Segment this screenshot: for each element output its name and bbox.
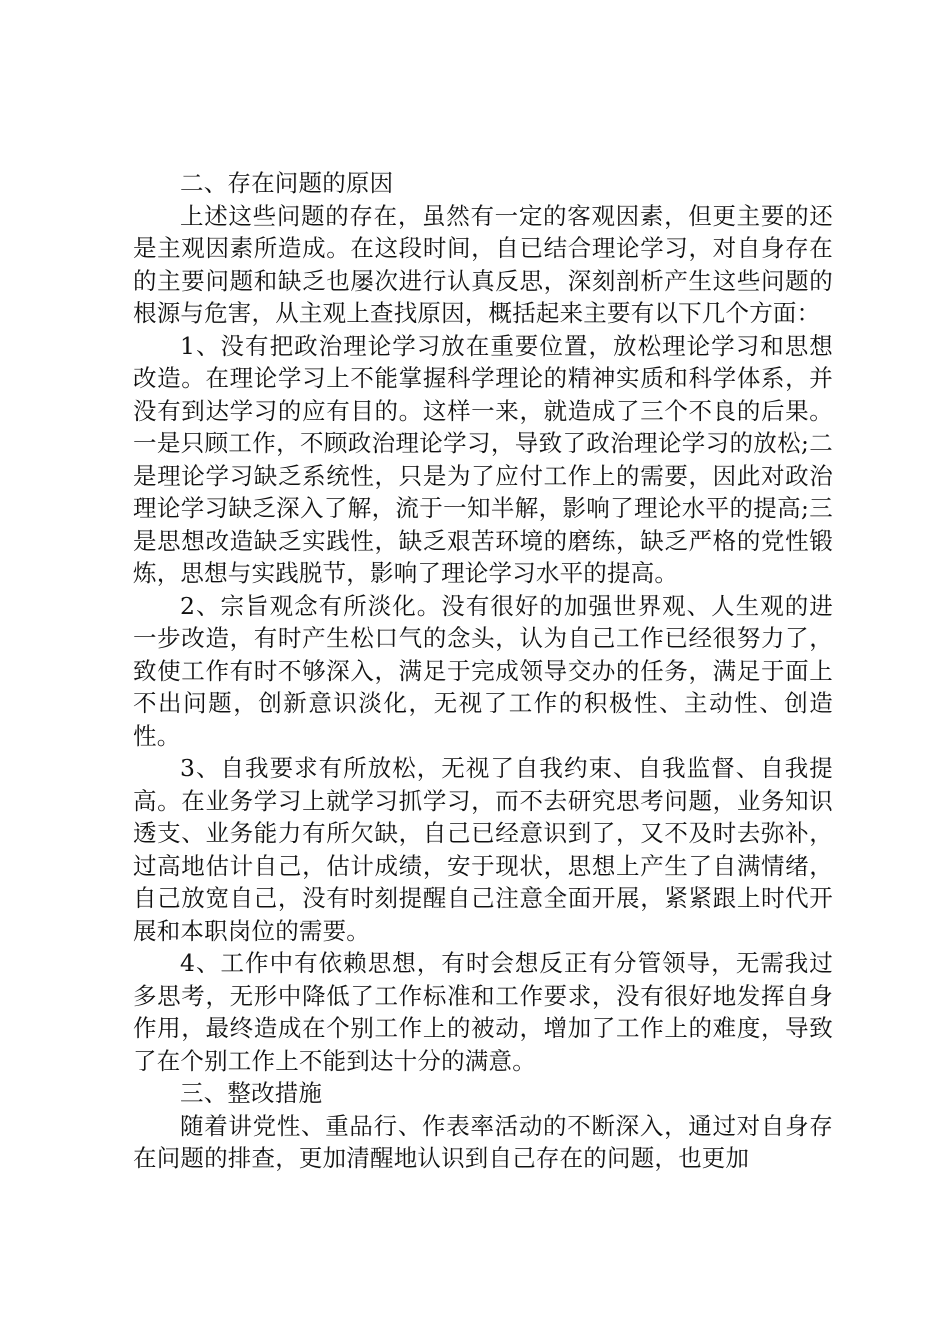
- closing-paragraph: 随着讲党性、重品行、作表率活动的不断深入，通过对自身存在问题的排查，更加清醒地认识到自己存在的问题，也更加: [133, 1111, 833, 1172]
- section-heading-causes: 二、存在问题的原因: [180, 169, 394, 197]
- section-heading-measures: 三、整改措施: [180, 1079, 323, 1107]
- intro-paragraph: 上述这些问题的存在，虽然有一定的客观因素，但更主要的还是主观因素所造成。在这段时间，自已结合理论学习，对自身存在的主要问题和缺乏也屡次进行认真反思，深刻剖析产生这些问题的根源与危害，从主观上查找原因，概括起来主要有以下几个方面：: [133, 201, 833, 327]
- reason-item-3: 3、自我要求有所放松，无视了自我约束、自我监督、自我提高。在业务学习上就学习抓学习，而不去研究思考问题，业务知识透支、业务能力有所欠缺，自己已经意识到了，又不及时去弥补，过高地估计自己，估计成绩，安于现状，思想上产生了自满情绪，自己放宽自己，没有时刻提醒自己注意全面开展，紧紧跟上时代开展和本职岗位的需要。: [133, 754, 833, 945]
- reason-item-4: 4、工作中有依赖思想，有时会想反正有分管领导，无需我过多思考，无形中降低了工作标准和工作要求，没有很好地发挥自身作用，最终造成在个别工作上的被动，增加了工作上的难度，导致了在个别工作上不能到达十分的满意。: [133, 949, 833, 1075]
- reason-item-2: 2、宗旨观念有所淡化。没有很好的加强世界观、人生观的进一步改造，有时产生松口气的念头，认为自己工作已经很努力了，致使工作有时不够深入，满足于完成领导交办的任务，满足于面上不出问题，创新意识淡化，无视了工作的积极性、主动性、创造性。: [133, 591, 833, 750]
- reason-item-1: 1、没有把政治理论学习放在重要位置，放松理论学习和思想改造。在理论学习上不能掌握科学理论的精神实质和科学体系，并没有到达学习的应有目的。这样一来，就造成了三个不良的后果。一是只顾工作，不顾政治理论学习，导致了政治理论学习的放松;二是理论学习缺乏系统性，只是为了应付工作上的需要，因此对政治理论学习缺乏深入了解，流于一知半解，影响了理论水平的提高;三是思想改造缺乏实践性，缺乏艰苦环境的磨练，缺乏严格的党性锻炼，思想与实践脱节，影响了理论学习水平的提高。: [133, 331, 833, 587]
- document-body: [133, 167, 833, 1175]
